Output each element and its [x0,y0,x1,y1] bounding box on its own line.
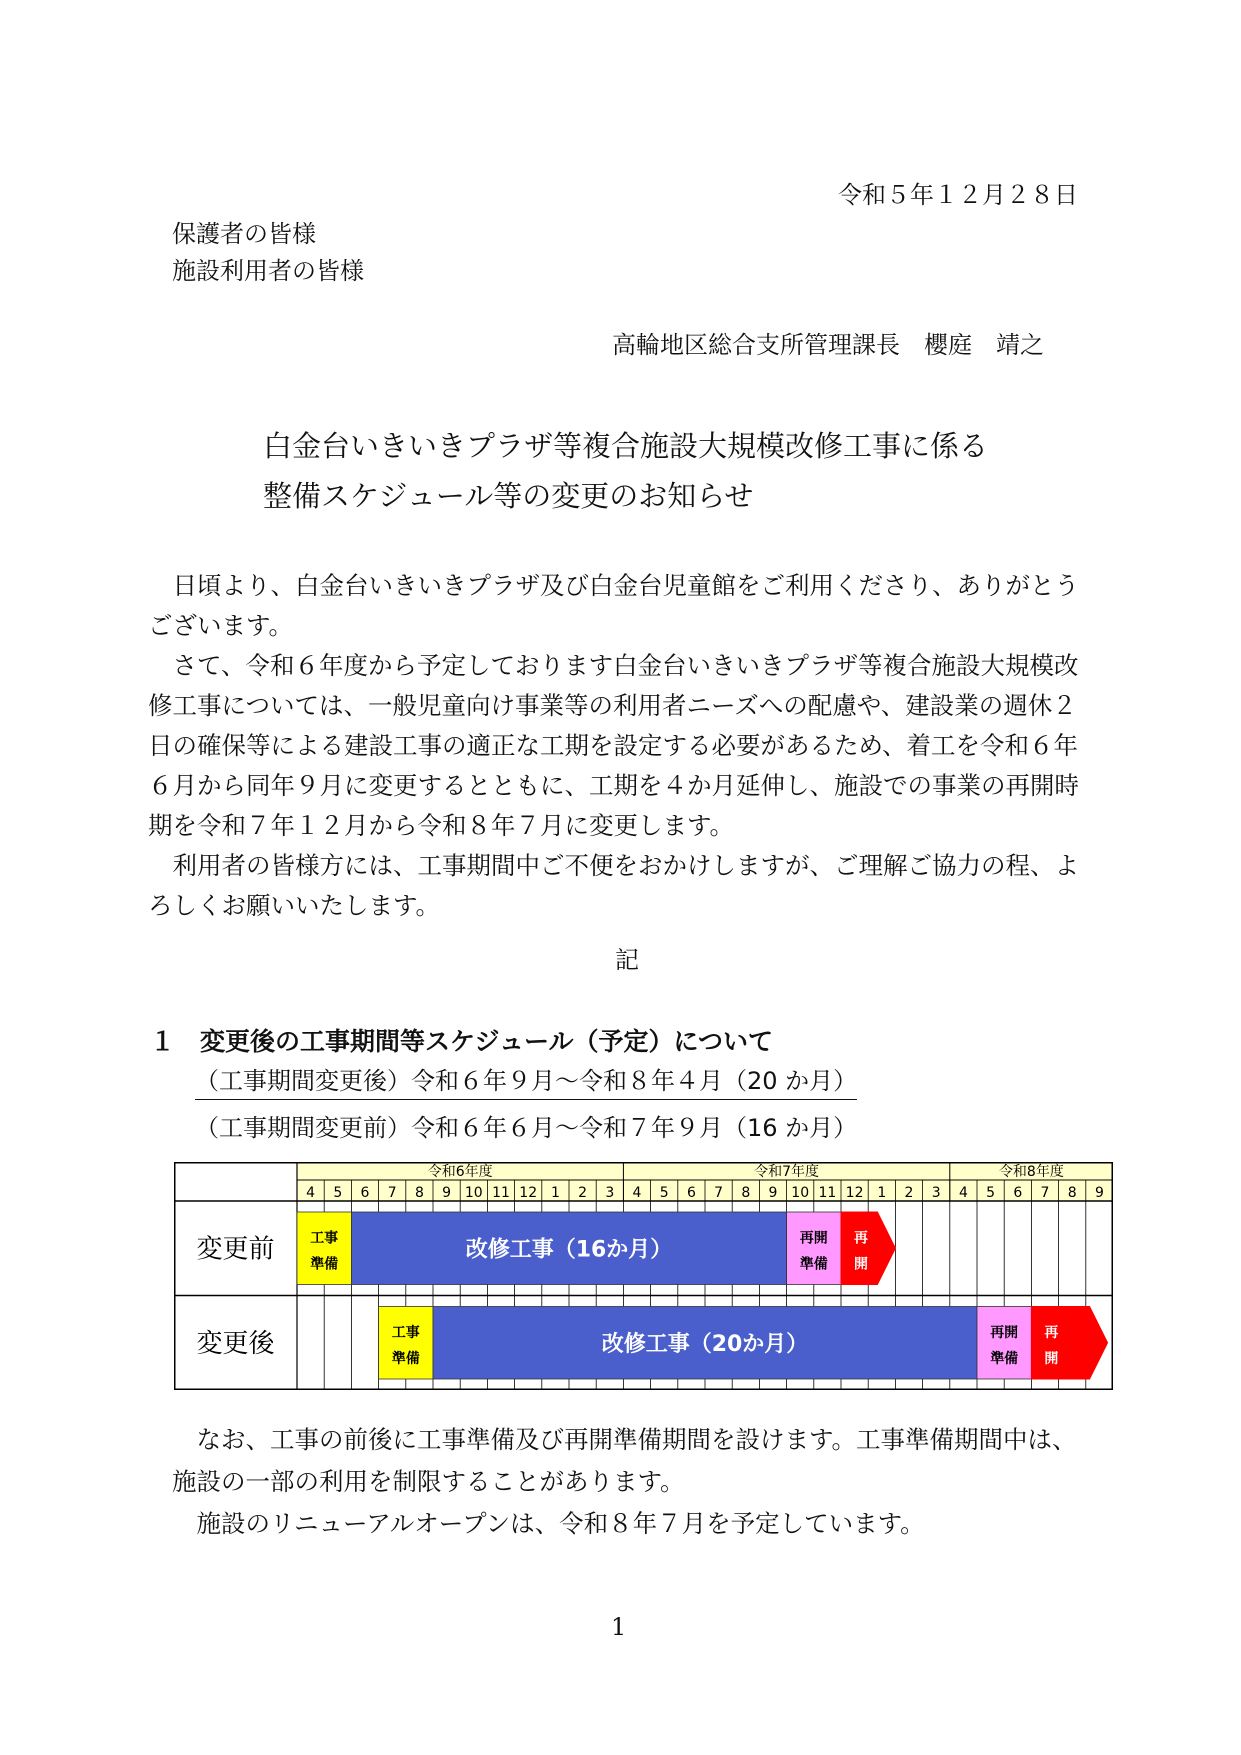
body-line: 修工事については、一般児童向け事業等の利用者ニーズへの配慮や、建設業の週休２ [148,691,1077,720]
gantt-month-label: 8 [1067,1185,1077,1201]
body-line: ６月から同年９月に変更するとともに、工期を４か月延伸し、施設での事業の再開時 [148,771,1079,800]
gantt-year-label: 令和8年度 [998,1164,1064,1180]
gantt-month-label: 2 [904,1185,914,1201]
gantt-bar-label: 改修工事（16か月） [465,1237,673,1263]
body-line: さて、令和６年度から予定しております白金台いきいきプラザ等複合施設大規模改 [148,651,1079,680]
gantt-month-label: 6 [1013,1185,1023,1201]
gantt-month-label: 7 [714,1185,724,1201]
gantt-row-label: 変更後 [196,1328,275,1359]
gantt-month-label: 9 [768,1185,778,1201]
recipient-guardians: 保護者の皆様 [172,220,316,248]
gantt-month-label: 2 [578,1185,588,1201]
gantt-bar-label: 開 [1044,1350,1059,1367]
gantt-bar-reopen-arrow [1031,1307,1107,1380]
gantt-month-label: 11 [492,1185,510,1201]
gantt-month-label: 3 [605,1185,615,1201]
gantt-bar [297,1212,351,1285]
body-line: ございます。 [148,611,294,640]
gantt-month-label: 9 [442,1185,452,1201]
body-line: 日の確保等による建設工事の適正な工期を設定する必要があるため、着工を令和６年 [148,731,1079,760]
gantt-month-label: 5 [659,1185,669,1201]
gantt-bar-label: 開 [854,1256,868,1273]
gantt-month-label: 8 [414,1185,424,1201]
gantt-month-label: 4 [632,1185,642,1201]
document-date: 令和５年１２月２８日 [838,181,1078,209]
gantt-month-label: 7 [387,1185,397,1201]
gantt-bar-label: 改修工事（20か月） [601,1331,809,1357]
gantt-month-label: 4 [958,1185,968,1201]
gantt-month-label: 9 [1094,1185,1104,1201]
page-number: 1 [611,1613,627,1641]
gantt-month-label: 4 [306,1185,316,1201]
section-1-heading: １ 変更後の工事期間等スケジュール（予定）について [150,1027,774,1056]
gantt-row-label: 変更前 [196,1234,275,1265]
period-after-change: （工事期間変更後）令和６年９月～令和８年４月（20 か月） [195,1066,857,1100]
gantt-month-label: 12 [519,1185,538,1201]
gantt-bar-label: 準備 [799,1256,828,1273]
gantt-year-label: 令和6年度 [427,1164,493,1180]
body-line: 利用者の皆様方には、工事期間中ご不便をおかけしますが、ご理解ご協力の程、よ [148,851,1079,880]
gantt-bar-label: 準備 [990,1350,1019,1367]
recipient-facility-users: 施設利用者の皆様 [172,257,364,285]
gantt-year-label: 令和7年度 [754,1164,820,1180]
gantt-bar-reopen-arrow [841,1212,895,1285]
gantt-bar-label: 再 [1044,1324,1059,1341]
period-before-change: （工事期間変更前）令和６年６月～令和７年９月（16 か月） [195,1114,858,1142]
gantt-svg [174,1162,1113,1390]
note-line: なお、工事の前後に工事準備及び再開準備期間を設けます。工事準備期間中は、 [172,1425,1077,1454]
sender: 高輪地区総合支所管理課長 櫻庭 靖之 [612,331,1044,359]
gantt-month-label: 12 [845,1185,864,1201]
body-paragraphs [148,571,1079,931]
body-line: ろしくお願いいたします。 [148,891,441,920]
gantt-bar-label: 準備 [391,1350,420,1367]
gantt-month-label: 3 [931,1185,941,1201]
body-line: 日頃より、白金台いきいきプラザ及び白金台児童館をご利用くださり、ありがとう [148,571,1079,600]
gantt-month-label: 11 [818,1185,837,1201]
gantt-month-label: 6 [686,1185,696,1201]
gantt-bar-label: 再 [854,1230,868,1247]
title-line-1: 白金台いきいきプラザ等複合施設大規模改修工事に係る [263,429,989,463]
gantt-bar [787,1212,841,1285]
gantt-month-label: 1 [877,1185,887,1201]
gantt-month-label: 8 [741,1185,751,1201]
note-line: 施設の一部の利用を制限することがあります。 [172,1467,685,1496]
gantt-bar-label: 工事 [310,1230,339,1247]
gantt-bar [977,1307,1031,1380]
gantt-bar [379,1307,433,1380]
notes [172,1425,1077,1551]
note-line: 施設のリニューアルオープンは、令和８年７月を予定しています。 [172,1509,925,1538]
ki-marker: 記 [615,946,639,974]
gantt-month-label: 5 [333,1185,343,1201]
gantt-month-label: 10 [791,1185,810,1201]
gantt-month-label: 7 [1040,1185,1050,1201]
body-line: 期を令和７年１２月から令和８年７月に変更します。 [148,811,735,840]
gantt-month-label: 5 [986,1185,996,1201]
gantt-bar-label: 工事 [391,1324,420,1341]
gantt-month-label: 1 [550,1185,560,1201]
gantt-bar-label: 再開 [990,1324,1019,1341]
gantt-bar-label: 準備 [310,1256,339,1273]
gantt-month-label: 10 [464,1185,483,1201]
schedule-gantt-chart [174,1162,1113,1390]
title-line-2: 整備スケジュール等の変更のお知らせ [263,479,754,513]
gantt-bar-label: 再開 [799,1230,828,1247]
gantt-month-label: 6 [360,1185,370,1201]
